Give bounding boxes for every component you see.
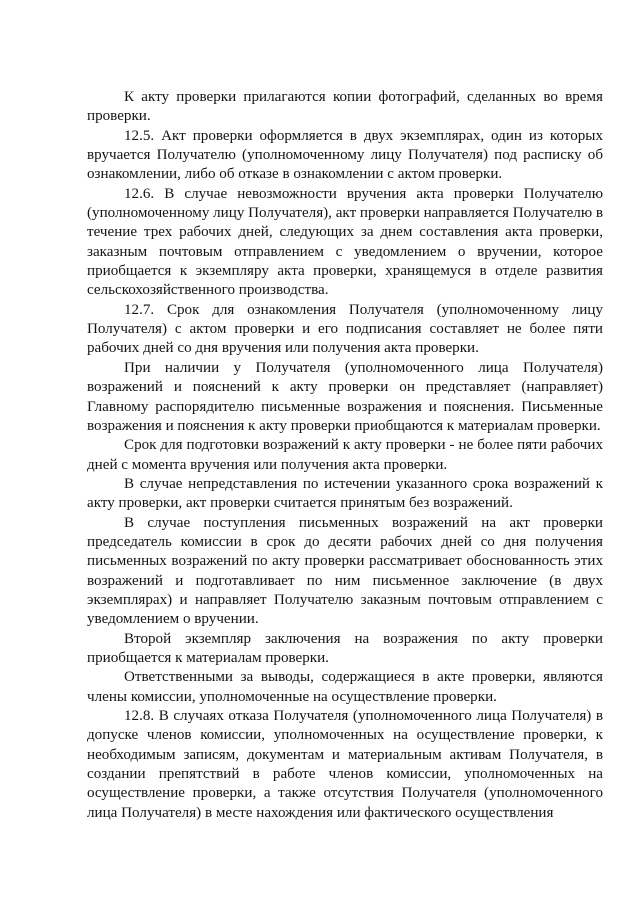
paragraph-12-7: 12.7. Срок для ознакомления Получателя (уполномоченному лицу Получателя) с актом проверки и его подписания составляет не более пяти рабочих дней со дня вручения или получения акта проверки.	[87, 301, 603, 357]
paragraph-second-copy: Второй экземпляр заключения на возражения по акту проверки приобщается к материалам проверки.	[87, 630, 603, 666]
paragraph-objection-review: В случае поступления письменных возражений на акт проверки председатель комиссии в срок до десяти рабочих дней со дня получения письменных возражений по акту проверки рассматривает обоснованность этих возражений и подготавливает по ним письменное заключение (в двух экземплярах) и направляет Получателю заказным почтовым отправлением с уведомлением о вручении.	[87, 514, 603, 628]
paragraph-no-objections: В случае непредставления по истечении указанного срока возражений к акту проверки, акт проверки считается принятым без возражений.	[87, 475, 603, 512]
paragraph-responsibility: Ответственными за выводы, содержащиеся в акте проверки, являются члены комиссии, уполномоченные на осуществление проверки.	[87, 669, 603, 705]
paragraph-photo-copies: К акту проверки прилагаются копии фотографий, сделанных во время проверки.	[87, 89, 603, 125]
paragraph-12-6: 12.6. В случае невозможности вручения акта проверки Получателю (уполномоченному лицу Получателя), акт проверки направляется Получателю в течение трех рабочих дней, следующих за днем составления акта проверки, заказным почтовым отправлением с уведомлением о вручении, которое приобщается к экземпляру акта проверки, хранящемуся в отделе развития сельскохозяйственного производства.	[87, 185, 604, 299]
paragraph-objection-deadline: Срок для подготовки возражений к акту проверки - не более пяти рабочих дней с момента вручения или получения акта проверки.	[87, 437, 603, 473]
paragraph-12-5: 12.5. Акт проверки оформляется в двух экземплярах, один из которых вручается Получателю (уполномоченному лицу Получателя) под расписку об ознакомлении, либо об отказе в ознакомлении с актом проверки.	[87, 127, 603, 183]
paragraph-objections: При наличии у Получателя (уполномоченного лица Получателя) возражений и пояснений к акту проверки он представляет (направляет) Главному распорядителю письменные возражения и пояснения. Письменные возражения и пояснения к акту проверки приобщаются к материалам проверки.	[87, 359, 603, 434]
document-body	[87, 88, 603, 823]
paragraph-12-8: 12.8. В случаях отказа Получателя (уполномоченного лица Получателя) в допуске членов комиссии, уполномоченных на осуществление проверки, к необходимым записям, документам и материальным активам Получателя, в создании препятствий в работе членов комиссии, уполномоченных на осуществление проверки, а также отсутствия Получателя (уполномоченного лица Получателя) в месте нахождения или фактического осуществления	[87, 708, 603, 821]
